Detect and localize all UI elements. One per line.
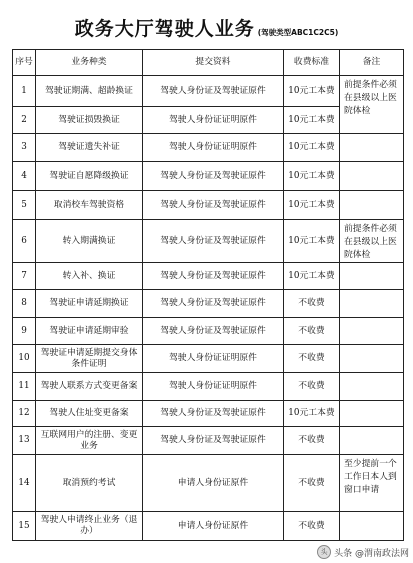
cell-no: 7 [13,263,36,290]
cell-type: 转入期满换证 [36,220,143,263]
cell-no: 5 [13,191,36,220]
page-title-main: 政务大厅驾驶人业务 [74,18,255,40]
cell-type: 驾驶人住址变更备案 [36,401,143,427]
table-row [13,162,404,191]
cell-type: 驾驶证遗失补证 [36,134,143,162]
table-row [13,76,404,107]
cell-type: 转入补、换证 [36,263,143,290]
cell-note: 前提条件必须在县级以上医院体检 [340,220,404,263]
cell-type: 驾驶证申请延期提交身体条件证明 [36,345,143,373]
cell-type: 驾驶人联系方式变更备案 [36,373,143,401]
cell-note-empty [340,162,404,191]
cell-no: 1 [13,76,36,107]
cell-note-empty [340,401,404,427]
cell-fee: 10元工本费 [284,76,340,107]
cell-docs: 申请人身份证原件 [143,512,284,541]
cell-note-empty [340,427,404,455]
header-type: 业务种类 [36,50,143,76]
cell-type: 取消预约考试 [36,455,143,512]
cell-fee: 10元工本费 [284,162,340,191]
cell-docs: 驾驶人身份证及驾驶证原件 [143,191,284,220]
cell-fee: 10元工本费 [284,191,340,220]
table-row [13,345,404,373]
cell-docs: 驾驶人身份证及驾驶证原件 [143,220,284,263]
table-row [13,455,404,512]
cell-note-empty [340,512,404,541]
cell-no: 15 [13,512,36,541]
cell-note-empty [340,318,404,345]
cell-docs: 驾驶人身份证及驾驶证原件 [143,318,284,345]
cell-docs: 驾驶人身份证及驾驶证原件 [143,427,284,455]
cell-docs: 驾驶人身份证证明原件 [143,345,284,373]
watermark [317,545,409,559]
watermark-text: 头条 @渭南政法网 [334,548,409,559]
cell-docs: 申请人身份证原件 [143,455,284,512]
cell-fee: 不收费 [284,345,340,373]
cell-fee: 10元工本费 [284,401,340,427]
cell-docs: 驾驶人身份证及驾驶证原件 [143,263,284,290]
cell-fee: 不收费 [284,455,340,512]
cell-no: 2 [13,107,36,134]
cell-fee: 不收费 [284,290,340,318]
cell-note-empty [340,134,404,162]
page-subtitle: (驾驶类型ABC1C2C5) [257,28,339,37]
cell-no: 8 [13,290,36,318]
cell-no: 4 [13,162,36,191]
cell-note-empty [340,290,404,318]
cell-no: 10 [13,345,36,373]
header-fee: 收费标准 [284,50,340,76]
cell-fee: 不收费 [284,373,340,401]
cell-docs: 驾驶人身份证及驾驶证原件 [143,162,284,191]
table-header-row [13,50,404,76]
cell-docs: 驾驶人身份证及驾驶证原件 [143,401,284,427]
cell-docs: 驾驶人身份证证明原件 [143,134,284,162]
cell-fee: 10元工本费 [284,134,340,162]
table-row [13,427,404,455]
cell-no: 11 [13,373,36,401]
cell-note-empty [340,345,404,373]
business-table [12,49,404,541]
table-row [13,290,404,318]
table-row [13,263,404,290]
cell-docs: 驾驶人身份证证明原件 [143,107,284,134]
cell-note-empty [340,373,404,401]
table-row [13,191,404,220]
cell-fee: 10元工本费 [284,263,340,290]
cell-no: 14 [13,455,36,512]
table-row [13,373,404,401]
table-row [13,318,404,345]
cell-fee: 不收费 [284,512,340,541]
cell-type: 取消校车驾驶资格 [36,191,143,220]
cell-fee: 不收费 [284,427,340,455]
cell-docs: 驾驶人身份证及驾驶证原件 [143,76,284,107]
cell-note: 前提条件必须在县级以上医院体检 [340,76,404,134]
cell-type: 驾驶证自愿降级换证 [36,162,143,191]
cell-type: 互联网用户的注册、变更业务 [36,427,143,455]
cell-note-empty [340,263,404,290]
table-row [13,401,404,427]
table-row [13,134,404,162]
cell-fee: 不收费 [284,318,340,345]
cell-no: 13 [13,427,36,455]
cell-note-empty [340,191,404,220]
cell-no: 9 [13,318,36,345]
cell-fee: 10元工本费 [284,220,340,263]
watermark-logo-icon: 头 [317,545,331,559]
page-title [0,16,413,46]
header-note: 备注 [340,50,404,76]
cell-note: 至少提前一个工作日本人到窗口申请 [340,455,404,512]
cell-no: 12 [13,401,36,427]
cell-fee: 10元工本费 [284,107,340,134]
cell-type: 驾驶证申请延期换证 [36,290,143,318]
header-docs: 提交资料 [143,50,284,76]
table-row [13,220,404,263]
cell-docs: 驾驶人身份证及驾驶证原件 [143,290,284,318]
header-no: 序号 [13,50,36,76]
cell-docs: 驾驶人身份证证明原件 [143,373,284,401]
cell-type: 驾驶证损毁换证 [36,107,143,134]
cell-no: 6 [13,220,36,263]
cell-no: 3 [13,134,36,162]
cell-type: 驾驶证申请延期审验 [36,318,143,345]
cell-type: 驾驶人申请终止业务（退办） [36,512,143,541]
table-row [13,512,404,541]
cell-type: 驾驶证期满、超龄换证 [36,76,143,107]
